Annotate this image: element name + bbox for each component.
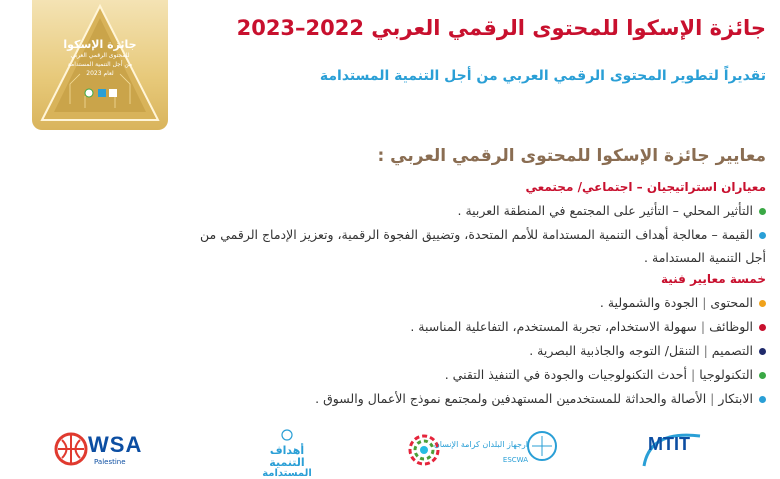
wsa-logo	[54, 428, 174, 468]
page-title: جائزة الإسكوا للمحتوى الرقمي العربي 2022–2023	[236, 16, 766, 40]
bullet-dot-icon	[759, 300, 766, 307]
award-plaque-image	[32, 0, 168, 130]
item-detail: الجودة والشمولية .	[599, 295, 699, 310]
bullet-dot-icon	[759, 324, 766, 331]
item-label: المحتوى	[710, 295, 753, 310]
strategic-heading: معياران استراتيجيان – اجتماعي/ مجتمعي	[525, 180, 766, 194]
bullet-dot-icon	[759, 348, 766, 355]
list-item	[26, 316, 766, 338]
item-label: الوظائف	[709, 319, 753, 334]
item-continuation: أجل التنمية المستدامة .	[644, 250, 766, 265]
un-emblem-icon	[278, 429, 296, 441]
list-item	[26, 364, 766, 386]
list-item	[26, 340, 766, 362]
item-detail: أحدث التكنولوجيات والجودة في التنفيذ التقني .	[444, 367, 688, 382]
globe-icon	[54, 432, 88, 466]
item-text: القيمة – معالجة أهداف التنمية المستدامة للأمم المتحدة، وتضييق الفجوة الرقمية، وتعزيز الإدماج الرقمي من	[200, 227, 753, 242]
sdg-line-2: التنمية	[269, 456, 305, 469]
plaque-title: جائزة الإسكوا	[63, 38, 137, 51]
criteria-title: معايير جائزة الإسكوا للمحتوى الرقمي العربي :	[377, 146, 766, 166]
list-item	[26, 224, 766, 246]
bullet-dot-icon	[759, 232, 766, 239]
mtit-name: MTIT	[648, 434, 690, 454]
item-label: التصميم	[711, 343, 753, 358]
item-text: التأثير المحلي – التأثير على المجتمع في المنطقة العربية .	[457, 203, 753, 218]
list-item	[26, 292, 766, 314]
escwa-text: ESCWA	[502, 456, 528, 464]
separator: |	[702, 295, 707, 310]
wsa-sub: Palestine	[94, 458, 126, 466]
plaque-line-2: من أجل التنمية المستدامة	[67, 61, 133, 68]
wsa-name: WSA	[88, 432, 143, 457]
item-label: الابتكار	[718, 391, 753, 406]
plaque-line-3: لعام 2023	[86, 70, 114, 77]
separator: |	[691, 367, 696, 382]
item-detail: التنقل/ التوجه والجاذبية البصرية .	[529, 343, 700, 358]
separator: |	[700, 319, 706, 334]
plaque-text	[32, 38, 168, 78]
item-label: التكنولوجيا	[699, 367, 753, 382]
un-text: ارجهاز البلدان كرامة الإنسان	[433, 440, 528, 449]
plaque-logos-icon	[84, 88, 118, 98]
mtit-logo	[640, 426, 710, 470]
un-escwa-logo	[404, 426, 564, 470]
list-item	[26, 200, 766, 222]
bullet-dot-icon	[759, 208, 766, 215]
list-item	[26, 388, 766, 410]
sdg-line-3: المستدامة	[262, 468, 312, 479]
item-detail: سهولة الاستخدام، تجربة المستخدم، التفاعلية المناسبة .	[410, 319, 697, 334]
separator: |	[703, 343, 708, 358]
separator: |	[710, 391, 715, 406]
plaque-line-1: للمحتوى الرقمي العربي	[70, 52, 130, 59]
technical-heading: خمسة معايير فنية	[660, 272, 766, 286]
page-subtitle: تقديراً لتطوير المحتوى الرقمي العربي من أجل التنمية المستدامة	[319, 68, 766, 84]
item-detail: الأصالة والحداثة للمستخدمين المستهدفين ولمجتمع نموذج الأعمال والسوق .	[315, 391, 707, 406]
bullet-dot-icon	[759, 372, 766, 379]
bullet-dot-icon	[759, 396, 766, 403]
sdg-logo	[258, 426, 316, 479]
sdg-line-1: أهداف	[269, 444, 305, 457]
